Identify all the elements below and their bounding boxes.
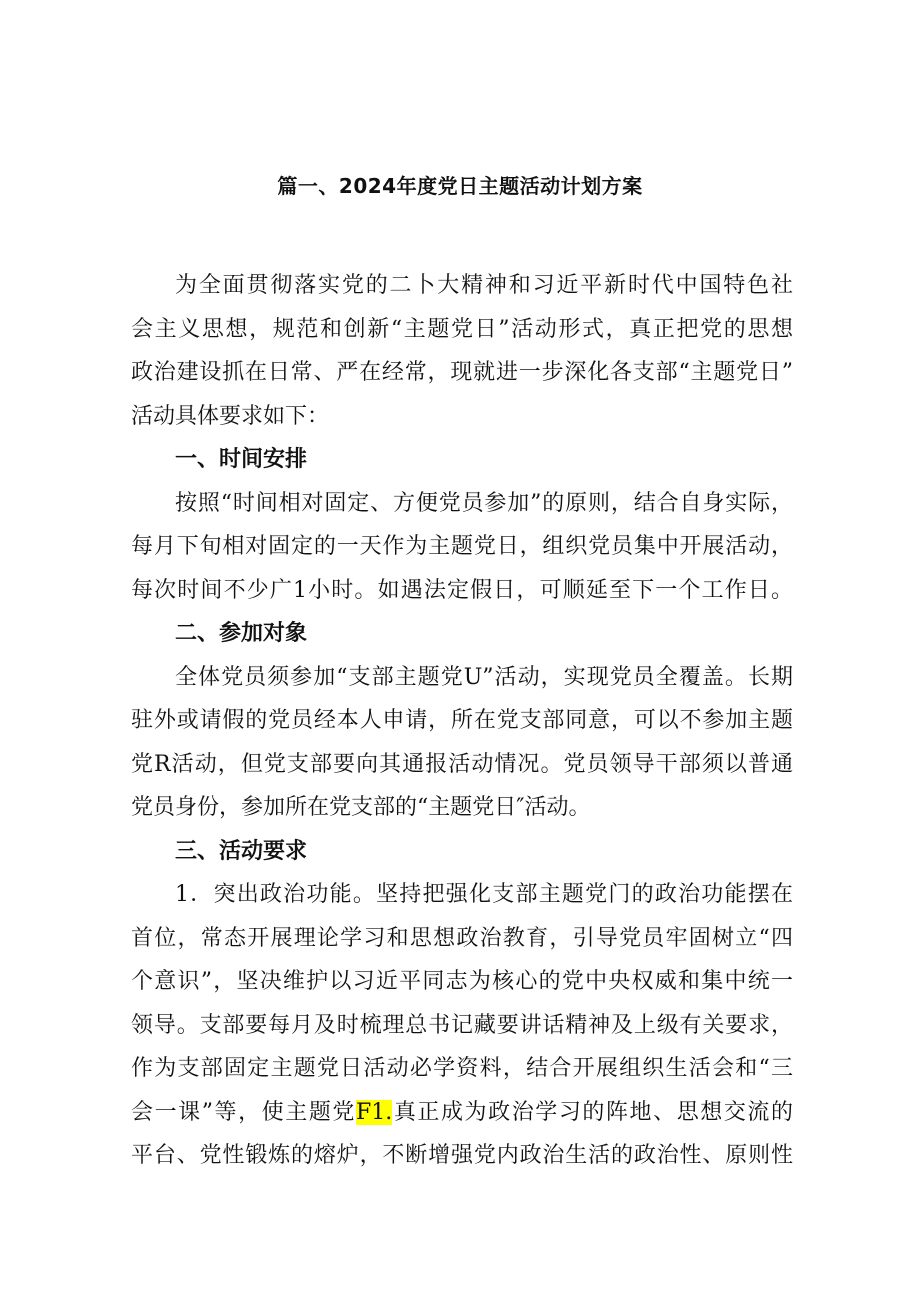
paragraph-line: 党员身份，参加所在党支部的“主题党日″活动。 [131,795,591,820]
section-heading-participants: 二、参加对象 [175,621,308,646]
paragraph-line: 平台、党性锻炼的熔炉，不断增强党内政治生活的政治性、原则性 [131,1143,793,1168]
paragraph-line: 会主义思想，规范和创新“主题党日”活动形式，真正把党的思想 [131,316,793,342]
paragraph-line: 全体党员须参加“支部主题党U”活动，实现党员全覆盖。长期 [175,664,793,690]
document-body [131,264,793,1178]
section-heading-time: 一、时间安排 [175,447,308,472]
highlighted-text: F1. [355,1099,393,1125]
paragraph-line: 按照“时间相对固定、方便党员参加”的原则，结合自身实际， [175,490,793,516]
paragraph-line: 活动具体要求如下： [131,403,330,429]
paragraph-line: 首位，常态开展理论学习和思想政治教育，引导党员牢固树立“四 [131,925,793,951]
paragraph-line: 作为支部固定主题党日活动必学资料，结合开展组织生活会和“三 [131,1056,793,1081]
line-segment: 会一课”等，使主题党 [131,1099,356,1125]
paragraph-line: 政治建设抓在日常、严在经常，现就进一步深化各支部“主题党日” [131,360,793,385]
paragraph-line: 党R活动，但党支部要向其通报活动情况。党员领导干部须以普通 [131,751,793,777]
paragraph-line: 每次时间不少广1小时。如遇法定假日，可顺延至下一个工作日。 [131,577,793,603]
paragraph-line: 每月下旬相对固定的一天作为主题党日，组织党员集中开展活动， [131,534,793,559]
document-title: 篇一、2024年度党日主题活动计划方案 [277,174,643,198]
section-heading-requirements: 三、活动要求 [175,838,308,864]
paragraph-line: 1．突出政治功能。坚持把强化支部主题党门的政治功能摆在 [175,882,793,907]
paragraph-line: 为全面贯彻落实党的二卜大精神和习近平新时代中国特色社 [175,273,793,298]
paragraph-line-highlighted [131,1091,793,1135]
paragraph-line: 驻外或请假的党员经本人申请，所在党支部同意，可以不参加主题 [131,708,793,733]
paragraph-line: 领导。支部要每月及时梳理总书记藏要讲话精神及上级有关要求， [131,1012,793,1038]
paragraph-line: 个意识”，坚决维护以习近平同志为核心的党中央权威和集中统一 [131,969,793,994]
line-segment: 真正成为政治学习的阵地、思想交流的 [392,1099,793,1125]
